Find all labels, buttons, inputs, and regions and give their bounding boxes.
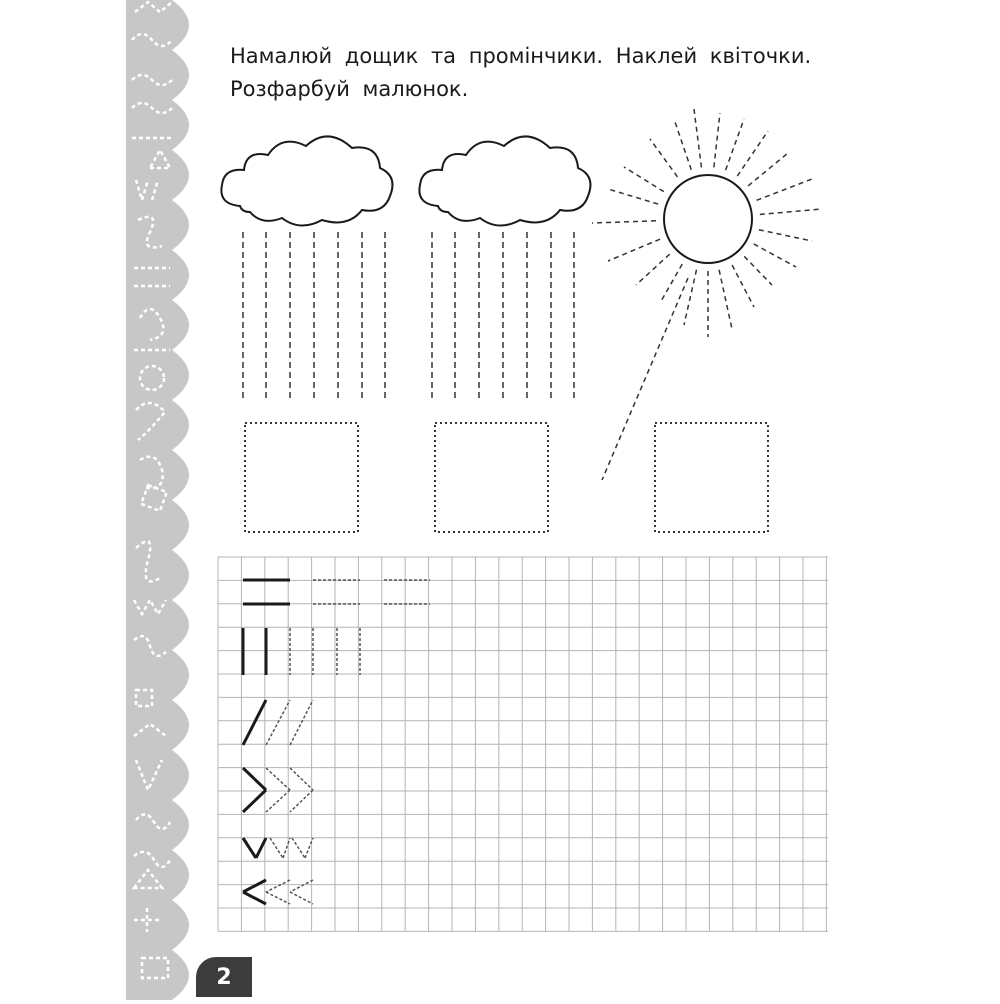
sticker-frame-1[interactable] bbox=[245, 423, 358, 532]
sun-ray bbox=[726, 119, 744, 170]
task-instruction bbox=[230, 40, 850, 106]
sun-ray bbox=[602, 278, 688, 480]
pattern-tracing-exercises bbox=[243, 580, 430, 904]
pattern-trace bbox=[266, 790, 290, 812]
sun-ray bbox=[592, 221, 656, 223]
rain-tracing-lines bbox=[243, 232, 574, 398]
sun-ray bbox=[759, 230, 812, 241]
sun-ray bbox=[744, 256, 772, 285]
sun-ray bbox=[650, 139, 677, 177]
instruction-line-2: Розфарбуй малюнок. bbox=[230, 77, 469, 101]
sun-ray bbox=[624, 167, 664, 192]
writing-grid bbox=[218, 557, 828, 931]
cloud-right-icon bbox=[419, 136, 590, 225]
sun-ray bbox=[636, 254, 670, 285]
instruction-line-1: Намалюй дощик та промінчики. Наклей квіточки. bbox=[230, 44, 812, 68]
sticker-frame-2[interactable] bbox=[435, 423, 548, 532]
sun-ray bbox=[757, 179, 812, 200]
pattern-trace bbox=[270, 838, 283, 858]
sun-ray bbox=[694, 109, 701, 167]
pattern-trace bbox=[266, 700, 290, 745]
pattern-trace bbox=[290, 892, 313, 904]
sun-ray bbox=[714, 113, 720, 167]
sun-icon bbox=[664, 175, 752, 263]
cloud-left-icon bbox=[221, 136, 392, 225]
sun-ray bbox=[684, 270, 697, 325]
sticker-frame-3[interactable] bbox=[655, 423, 768, 532]
sun-ray bbox=[748, 153, 788, 186]
pattern-trace bbox=[266, 768, 290, 790]
sun-ray bbox=[660, 264, 682, 303]
pattern-trace bbox=[266, 880, 290, 892]
sun-ray bbox=[719, 270, 732, 329]
sun-ray bbox=[754, 244, 796, 267]
pattern-trace bbox=[266, 892, 290, 904]
sun-ray bbox=[608, 189, 658, 204]
sun-ray bbox=[732, 265, 754, 307]
pattern-trace bbox=[290, 768, 313, 790]
sun-ray-tracing-lines bbox=[592, 109, 822, 480]
pattern-trace bbox=[283, 838, 290, 858]
pattern-stroke bbox=[243, 700, 266, 745]
pattern-stroke bbox=[243, 768, 266, 790]
pattern-stroke bbox=[243, 838, 256, 858]
sun-ray bbox=[608, 239, 660, 261]
pattern-stroke bbox=[243, 892, 266, 904]
sun-ray bbox=[674, 119, 691, 170]
pattern-stroke bbox=[243, 790, 266, 812]
pattern-trace bbox=[290, 700, 313, 745]
sun-ray bbox=[760, 209, 822, 214]
pattern-stroke bbox=[243, 880, 266, 892]
pattern-trace bbox=[290, 790, 313, 812]
page-number-badge: 2 bbox=[196, 957, 252, 997]
sun-ray bbox=[737, 131, 768, 176]
pattern-trace bbox=[292, 838, 305, 858]
decorative-margin-band bbox=[126, 0, 189, 1000]
pattern-trace bbox=[290, 880, 313, 892]
